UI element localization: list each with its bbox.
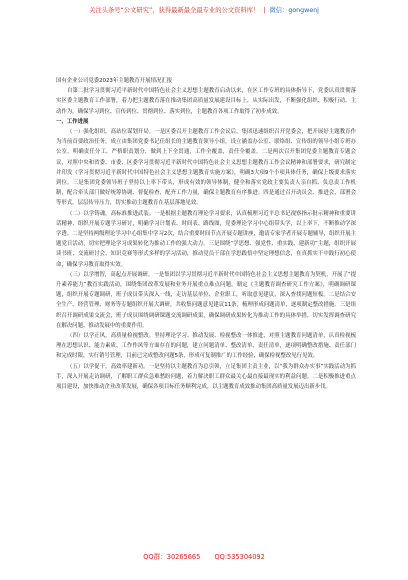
footer-qq-group: QQ群：30265665 [143, 553, 201, 561]
banner-wechat[interactable]: 微信：gongwenj [269, 7, 319, 14]
banner-separator: | [263, 7, 266, 14]
footer-contacts [0, 552, 408, 562]
banner-notice: 关注头条号“公文研究”，获得最新最全最专业的公文资料库！ [89, 7, 260, 14]
header-banner [0, 6, 408, 15]
section-heading-progress: 一、工作进展 [56, 118, 89, 125]
document-title-line: 国有企业公司党委2023年主题教育开展情况汇报 [56, 78, 173, 84]
intro-paragraph: 自第二批学习贯彻习近平新时代中国特色社会主义思想主题教育启动以来，在区工作专班的具体指导下，党委认真贯彻落实区委主题教育工作部署，着力把主题教育落在推动集团高质量发展建设目标上，从实际出发，不断强化组织、积极行动，主动作为，确保学习到位、宣传到位、贯彻到位、落实到位，主题教育各项工作取得了初步成效。 [56, 88, 356, 115]
paragraph-research: （三）以学增智，高起点开展调研。一是集团以学习贯彻习近平新时代中国特色社会主义思想主题教育为契机，开展了“提升素养能力”教育实践活动，围绕集团改革发展和业务开展重点难点问题，制定《主题教育调查研究工作方案》，明确调研课题，组织开展专题调研，班子成员带头深入一线，走访基层单位、企业职工，听取意见建议，深入查找问题短板。二是结合安全生产、经营管理、财务等专题组织开展大调研，共收集问题意见建议11条，梳理形成问题清单，逐项制定整改措施。三是组织召开调研成果交流会，班子成员围绕调研课题交流调研成果，确保调研成果转化为推动工作的具体举措，切实发挥调查研究在解决问题、推动发展中的重要作用。 [56, 271, 356, 329]
paragraph-study: （二）以学铸魂，高标准推进武装。一是根据主题教育理论学习要求，认真梳理习近平总书记视察指示批示精神和重要讲话精神，组织开展专题学习研讨，明确学习计划表、时间表、路线图，党委理论学习中心组带头学，以上率下，不断推动学深学透。二是坚持两级理论学习中心组集中学习2次，结合重要时间节点开展专题讲座，邀请专家学者开展专题辅导，组织开展主题党日活动，切实把理论学习成果转化为推动工作的强大动力。三是围绕“学思想、强党性、重实践、建新功”主题，组织开展读书班、交流研讨会、知识竞赛等形式多样的学习活动，推动党员干部在学思践悟中坚定理想信念，在真抓实干中践行初心使命，确保学习教育取得实效。 [56, 210, 356, 268]
document-body [56, 76, 356, 392]
footer-qq: QQ:535304092 [214, 553, 265, 561]
paragraph-rectification: （四）以学正风，高质量检视整改。坚持理论学习、推动发展、检视整改一体推进，对照主题教育问题清单，认真检视梳理在思想认识、能力素质、工作作风等方面存在的问题，建立问题清单、整改清单、责任清单，逐项明确整改措施、责任部门和完成时限，实行销号管理，目前已完成整改问题5条，形成可复制推广的工作经验，确保检视整改见行见效。 [56, 333, 356, 360]
paragraph-action: （五）以学促干，高效率建新功。一是坚持以主题教育为总引领，立足集团主责主业，以“我为群众办实事”实践活动为抓手，深入开展走访调研，了解职工群众急难愁盼问题，着力解决职工群众最关心最直接最现实的利益问题。二是积极推进重点项目建设，加快推动企业改革发展，确保各项目标任务顺利完成，以主题教育成效推动集团高质量发展迈出新步伐。 [56, 363, 356, 391]
paragraph-organization: （一）强化组织，高站位谋划开局。一是区委召开主题教育工作会议后，集团迅速组织召开党委会，把开展好主题教育作为当前首要政治任务，成立由集团党委书记任组长的主题教育领导小组，设立涵盖办公室、联络组、宣传组的领导小组专班办公室，明确责任分工，严格职责划分，做到上下全贯通，工作全覆盖，责任全覆盖。二是两次召开集团党委主题教育专题会议，对照中央和省委、市委、区委学习贯彻习近平新时代中国特色社会主义思想主题教育工作会议精神和部署要求，研究制定并印发《学习贯彻习近平新时代中国特色社会主义思想主题教育实施方案》，明确3大项9个小项具体任务，确保上级要求落实到位。三是集团党委领导班子坚持以上率下带头，形成有效的领导体制，健全和落实党政主要负责人亲自抓、负总责工作机制，配合牵头部门做好统筹协调、督促检查，配齐工作力量，确保主题教育有序推进。四是通过召开动员会、推进会、部署会等形式，层层传导压力，切实推动主题教育在基层落地见效。 [56, 129, 356, 207]
